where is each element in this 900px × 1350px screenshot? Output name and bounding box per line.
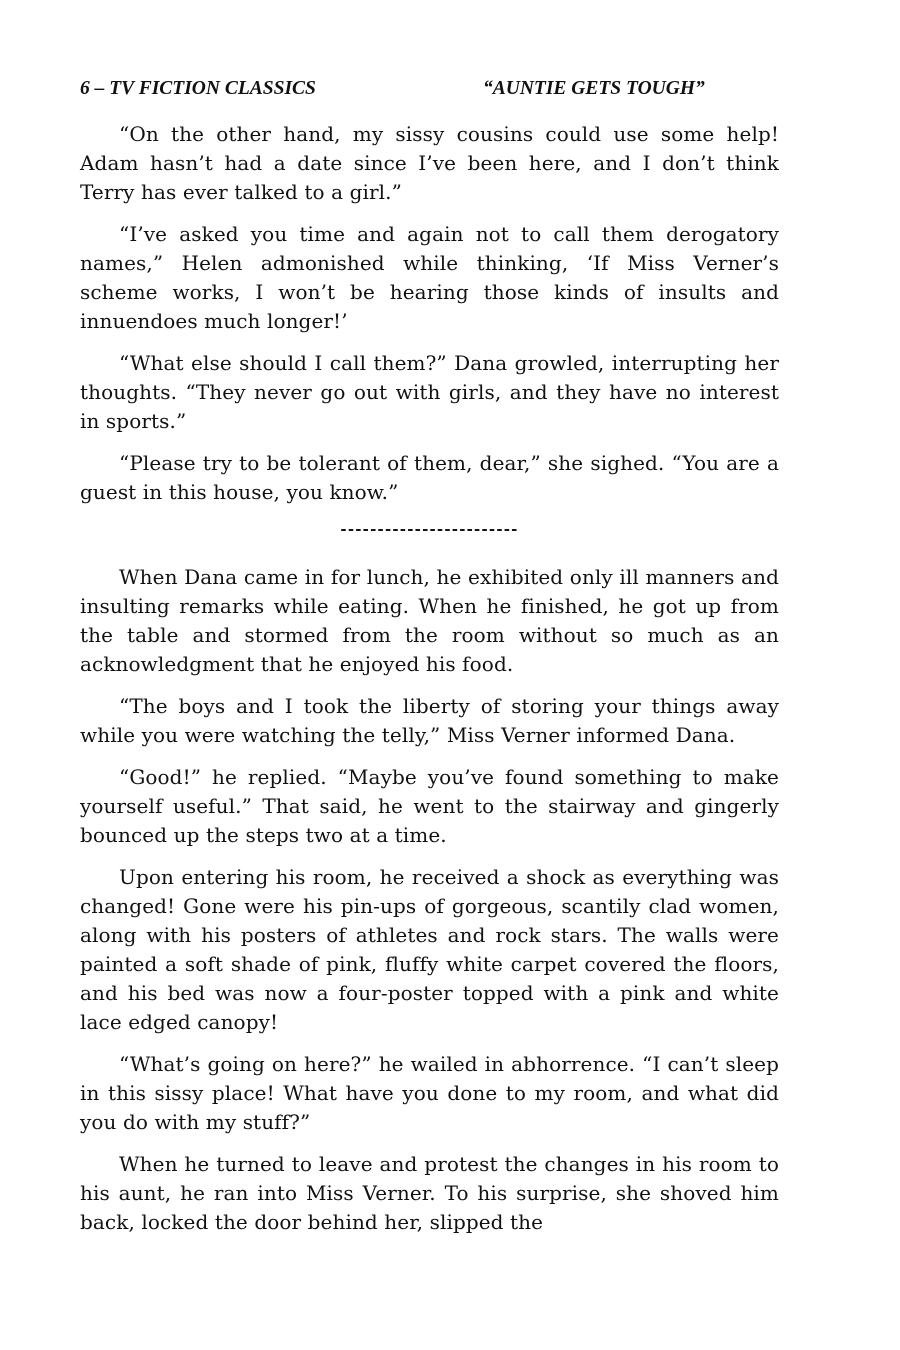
paragraph: When Dana came in for lunch, he exhibited only ill manners and insulting remarks while eating. When he finished, he got up from the table and stormed from the room without so much as an acknowledgment that he enjoyed his food.: [80, 565, 779, 676]
running-header: [80, 78, 779, 104]
scene-break-divider: ------------------------: [340, 520, 519, 538]
paragraph: “On the other hand, my sissy cousins could use some help! Adam hasn’t had a date since I’ve been here, and I don’t think Terry has ever talked to a girl.”: [80, 122, 779, 204]
paragraph: “Good!” he replied. “Maybe you’ve found something to make yourself useful.” That said, he went to the stairway and gingerly bounced up the steps two at a time.: [80, 765, 779, 847]
book-page: [80, 78, 779, 1250]
paragraph: “What else should I call them?” Dana growled, interrupting her thoughts. “They never go out with girls, and they have no interest in sports.”: [80, 351, 779, 433]
paragraph: Upon entering his room, he received a shock as everything was changed! Gone were his pin-ups of gorgeous, scantily clad women, along with his posters of athletes and rock stars. The walls were painted a soft shade of pink, fluffy white carpet covered the floors, and his bed was now a four-poster topped with a pink and white lace edged canopy!: [80, 865, 779, 1034]
paragraph: “I’ve asked you time and again not to call them derogatory names,” Helen admonished while thinking, ‘If Miss Verner’s scheme works, I won’t be hearing those kinds of insults and innuendoes much longer!’: [80, 222, 779, 333]
paragraph: “What’s going on here?” he wailed in abhorrence. “I can’t sleep in this sissy place! What have you done to my room, and what did you do with my stuff?”: [80, 1052, 779, 1134]
paragraph: When he turned to leave and protest the changes in his room to his aunt, he ran into Miss Verner. To his surprise, she shoved him back, locked the door behind her, slipped the: [80, 1152, 779, 1234]
paragraph: “Please try to be tolerant of them, dear,” she sighed. “You are a guest in this house, you know.”: [80, 451, 779, 504]
page-number-series-title: 6 – TV FICTION CLASSICS: [80, 78, 316, 99]
chapter-title: “AUNTIE GETS TOUGH”: [483, 78, 705, 99]
paragraph: “The boys and I took the liberty of storing your things away while you were watching the telly,” Miss Verner informed Dana.: [80, 694, 779, 747]
